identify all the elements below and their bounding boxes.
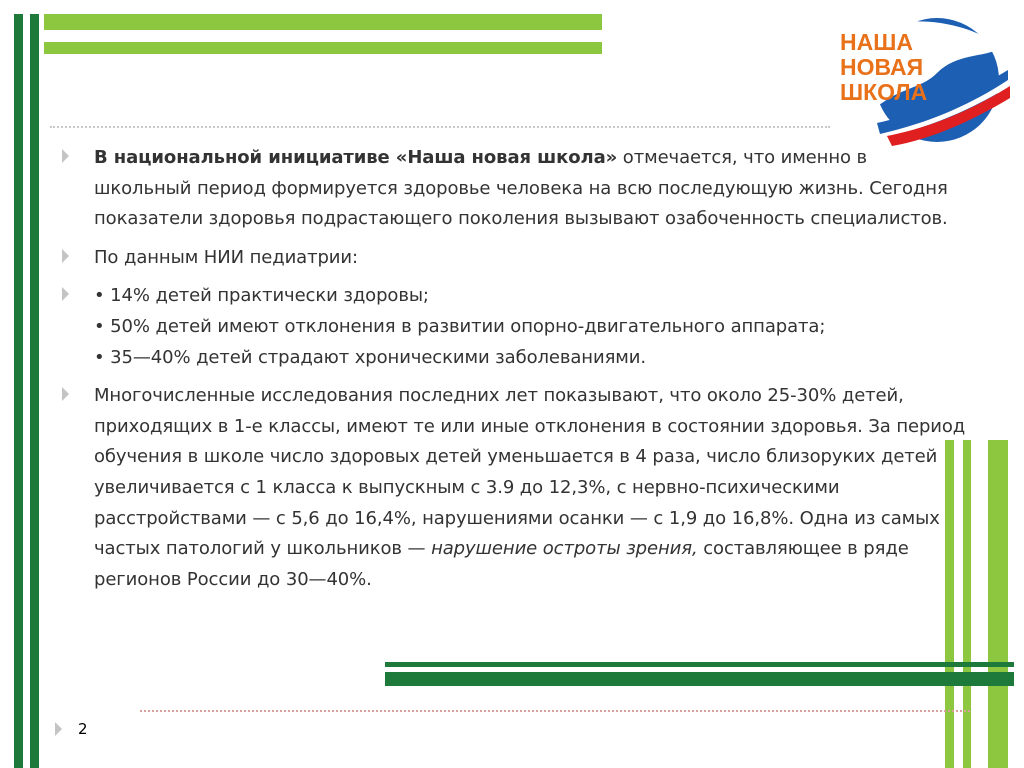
page-number: 2 (78, 720, 88, 738)
stat-line-3: • 35—40% детей страдают хроническими заболеваниями. (94, 346, 647, 368)
bullet-text-1-bold: В национальной инициативе «Наша новая школа» (94, 147, 618, 168)
bullet-text-4-start: Многочисленные исследования последних лет показывают, что около 25-30% детей, приходящих в 1-е классы, имеют те или иные отклонения в состоянии здоровья. За период обучения в школе число здоровых детей уменьшается в 4 раза, число близоруких детей увеличивается с 1 класса к выпускным с 3.9 до 12,3%, с нервно-психическими расстройствами — с 5,6 до 16,4%, нарушениями осанки — с 1,9 до 16,8%. Одна из самых частых патологий у школьников — (94, 385, 966, 560)
logo-text-line1: НАША (840, 29, 913, 55)
bullet-text-1-rest: отмечается, что именно в школьный период формируется здоровье человека на всю последующую жизнь. Сегодня показатели здоровья подрастающего поколения вызывают озабоченность специалистов. (94, 147, 948, 230)
page-marker-icon (55, 722, 62, 736)
bullet-arrow-icon (62, 287, 69, 301)
bullet-item-4 (62, 381, 967, 595)
bottom-dotted-divider (140, 710, 970, 712)
bullet-text-3 (94, 281, 967, 373)
bullet-text-1 (94, 143, 967, 235)
left-bar-dark (14, 14, 23, 768)
stat-line-2: • 50% детей имеют отклонения в развитии опорно-двигательного аппарата; (94, 315, 826, 337)
bullet-item-3 (62, 281, 967, 373)
bottom-bar-dark-1 (385, 662, 1014, 667)
bullet-text-4 (94, 381, 967, 595)
left-bar-dark-2 (30, 14, 39, 768)
bullet-text-4-end: составляющее в ряде регионов России до 30—40%. (94, 538, 909, 590)
bullet-item-2 (62, 243, 967, 274)
top-bar-light (44, 14, 602, 30)
logo-text-line2: НОВАЯ (840, 54, 924, 80)
nasha-novaya-shkola-logo (832, 18, 1012, 148)
bullet-text-4-italic: нарушение остроты зрения, (431, 538, 698, 560)
bullet-arrow-icon (62, 149, 69, 163)
slide-content (62, 143, 967, 603)
bottom-bar-dark-2 (385, 672, 1014, 686)
right-bar-light-3 (988, 440, 1008, 768)
bullet-item-1 (62, 143, 967, 235)
stat-line-1: • 14% детей практически здоровы; (94, 285, 429, 307)
logo-text-line3: ШКОЛА (840, 79, 928, 105)
top-bar-light-2 (44, 42, 602, 54)
bullet-arrow-icon (62, 387, 69, 401)
top-dotted-divider (50, 126, 830, 128)
bullet-arrow-icon (62, 249, 69, 263)
bullet-text-2: По данным НИИ педиатрии: (94, 246, 358, 268)
logo-icon (832, 18, 1012, 148)
